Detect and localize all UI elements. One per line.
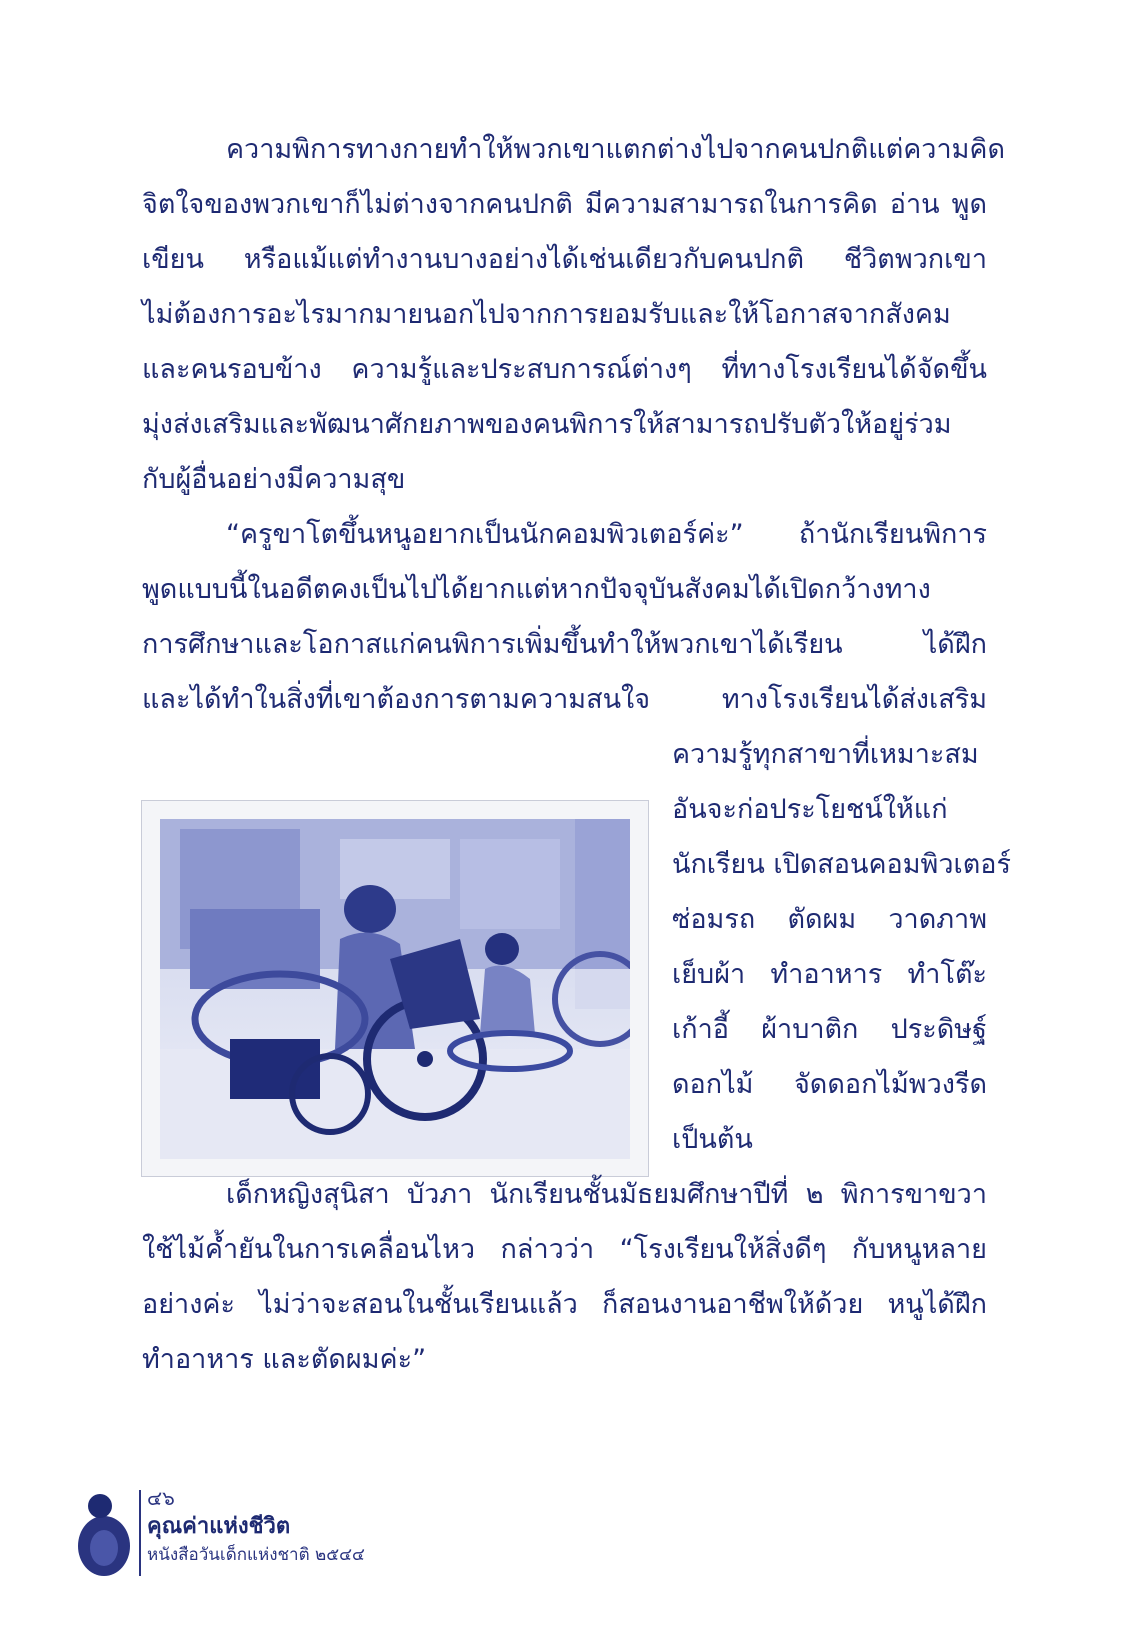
side-text-line: เป็นต้น [672, 1124, 753, 1155]
page-number: ๔๖ [147, 1486, 175, 1510]
paragraph-2-line: การศึกษาและโอกาสแก่คนพิการเพิ่มขึ้นทำให้พวกเขาได้เรียน ได้ฝึก [142, 629, 987, 660]
paragraph-1-line: และคนรอบข้าง ความรู้และประสบการณ์ต่างๆ ที่ทางโรงเรียนได้จัดขึ้น [142, 354, 987, 385]
workshop-photo-illustration [160, 819, 630, 1159]
paragraph-1-line: กับผู้อื่นอย่างมีความสุข [142, 464, 406, 495]
paragraph-3-line: ใช้ไม้ค้ำยันในการเคลื่อนไหว กล่าวว่า “โรงเรียนให้สิ่งดีๆ กับหนูหลาย [142, 1234, 987, 1265]
photo-frame [141, 800, 649, 1177]
side-text-line: ซ่อมรถ ตัดผม วาดภาพ [672, 904, 987, 935]
paragraph-1-line: จิตใจของพวกเขาก็ไม่ต่างจากคนปกติ มีความสามารถในการคิด อ่าน พูด [142, 189, 987, 220]
footer-divider [139, 1490, 141, 1576]
side-text-line: นักเรียน เปิดสอนคอมพิวเตอร์ [672, 849, 1011, 880]
side-text-line: ความรู้ทุกสาขาที่เหมาะสม [672, 739, 979, 770]
footer-child-figure-icon [74, 1486, 134, 1576]
paragraph-3-line: เด็กหญิงสุนิสา บัวภา นักเรียนชั้นมัธยมศึกษาปีที่ ๒ พิการขาขวา [226, 1179, 987, 1210]
paragraph-3-line: อย่างค่ะ ไม่ว่าจะสอนในชั้นเรียนแล้ว ก็สอนงานอาชีพให้ด้วย หนูได้ฝึก [142, 1289, 987, 1320]
paragraph-2-line: และได้ทำในสิ่งที่เขาต้องการตามความสนใจ ทางโรงเรียนได้ส่งเสริม [142, 684, 987, 715]
workshop-photo [160, 819, 630, 1159]
paragraph-1-line: ความพิการทางกายทำให้พวกเขาแตกต่างไปจากคนปกติแต่ความคิด [226, 134, 1006, 165]
paragraph-2-line: พูดแบบนี้ในอดีตคงเป็นไปได้ยากแต่หากปัจจุบันสังคมได้เปิดกว้างทาง [142, 574, 931, 605]
paragraph-3-line: ทำอาหาร และตัดผมค่ะ” [142, 1344, 427, 1375]
paragraph-1-line: มุ่งส่งเสริมและพัฒนาศักยภาพของคนพิการให้สามารถปรับตัวให้อยู่ร่วม [142, 409, 952, 440]
side-text-line: อันจะก่อประโยชน์ให้แก่ [672, 794, 948, 825]
paragraph-2-line: “ครูขาโตขึ้นหนูอยากเป็นนักคอมพิวเตอร์ค่ะ” ถ้านักเรียนพิการ [226, 519, 987, 550]
footer-book-title: คุณค่าแห่งชีวิต [147, 1514, 291, 1539]
side-text-line: เก้าอี้ ผ้าบาติก ประดิษฐ์ [672, 1014, 987, 1045]
paragraph-1-line: เขียน หรือแม้แต่ทำงานบางอย่างได้เช่นเดียวกับคนปกติ ชีวิตพวกเขา [142, 244, 987, 275]
paragraph-1-line: ไม่ต้องการอะไรมากมายนอกไปจากการยอมรับและให้โอกาสจากสังคม [142, 299, 951, 330]
side-text-line: เย็บผ้า ทำอาหาร ทำโต๊ะ [672, 959, 987, 990]
footer-book-subtitle: หนังสือวันเด็กแห่งชาติ ๒๕๔๔ [147, 1545, 365, 1565]
side-text-line: ดอกไม้ จัดดอกไม้พวงรีด [672, 1069, 987, 1100]
